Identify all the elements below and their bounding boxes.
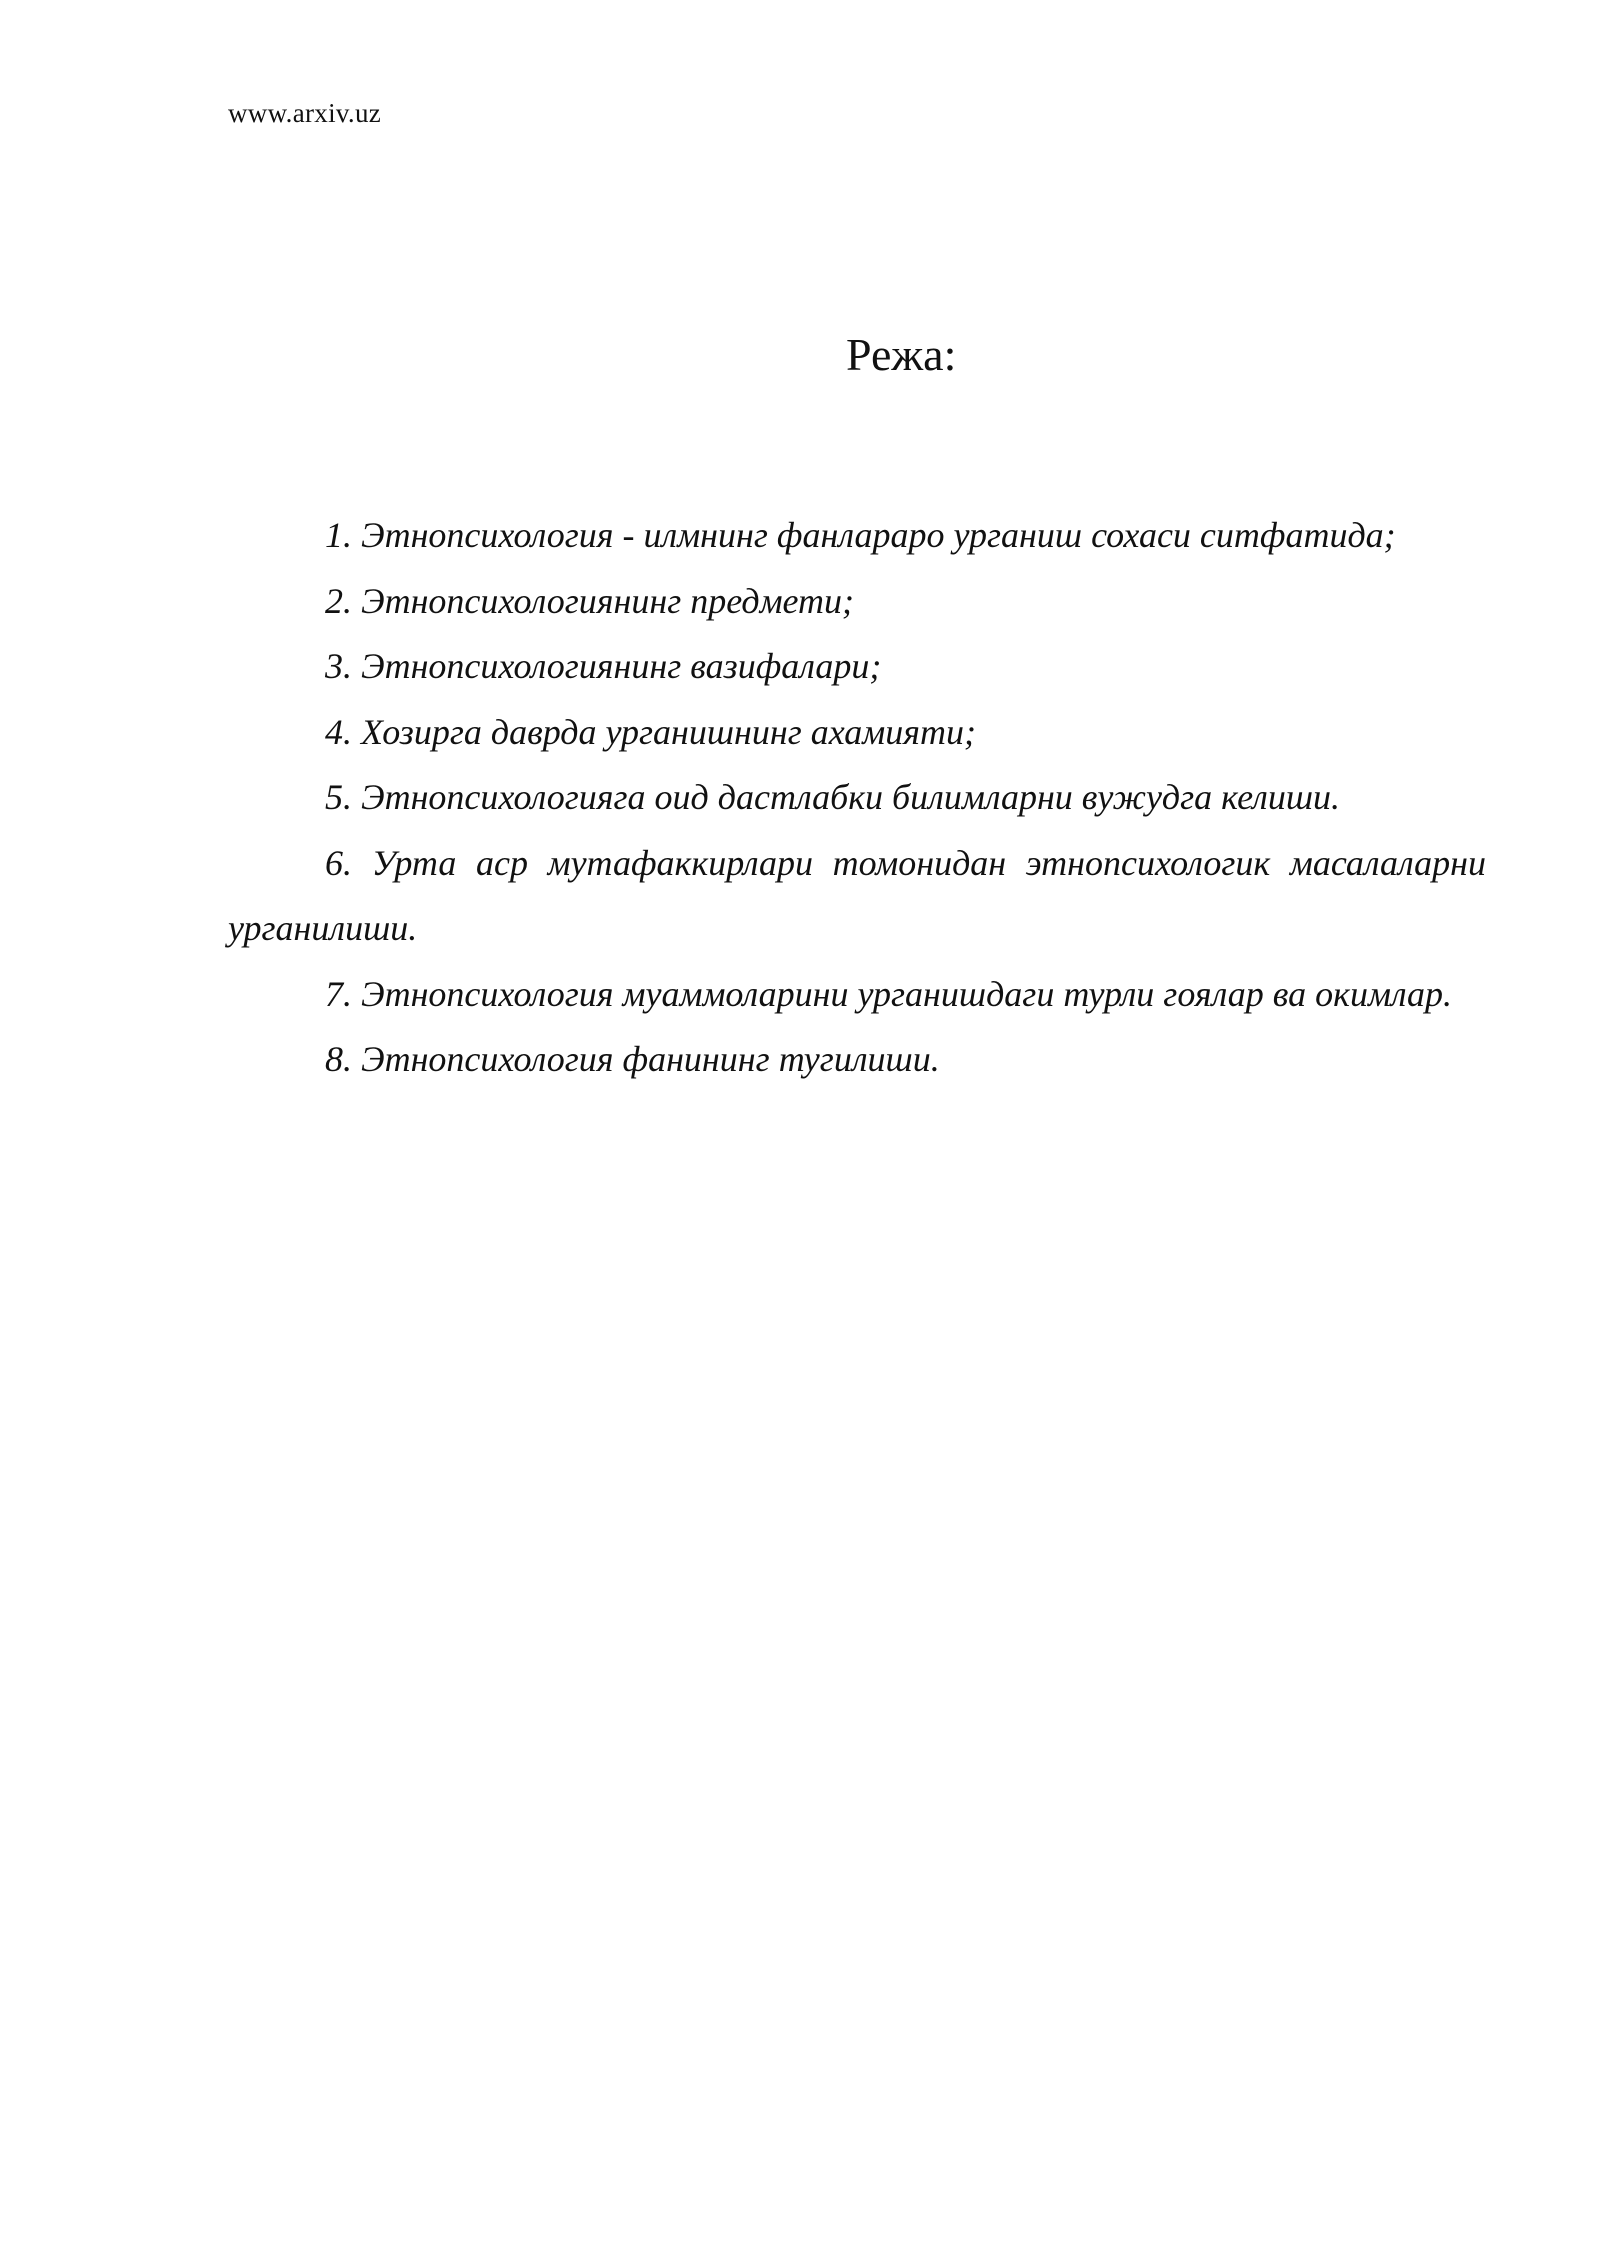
plan-item-1: 1. Этнопсихология - илмнинг фанлараро урганиш сохаси ситфатида; [325, 515, 1396, 555]
plan-item-2: 2. Этнопсихологиянинг предмети; [325, 580, 855, 621]
plan-item-3: 3. Этнопсихологиянинг вазифалари; [325, 646, 882, 686]
page-title: Режа: [846, 329, 957, 380]
plan-item-4: 4. Хозирга даврда урганишнинг ахамияти; [325, 711, 977, 752]
plan-item-6: 6. Урта аср мутафаккирлари томонидан этнопсихологик масалаларни урганилиши. [228, 842, 1486, 948]
plan-list [228, 503, 1486, 1093]
plan-item-7: 7. Этнопсихология муаммоларини урганишдаги турли гоялар ва окимлар. [325, 973, 1453, 1014]
site-header[interactable]: www.arxiv.uz [228, 98, 382, 128]
plan-item-5: 5. Этнопсихологияга оид дастлабки билимларни вужудга келиши. [325, 777, 1341, 817]
plan-item-8: 8. Этнопсихология фанининг тугилиши. [325, 1039, 940, 1079]
